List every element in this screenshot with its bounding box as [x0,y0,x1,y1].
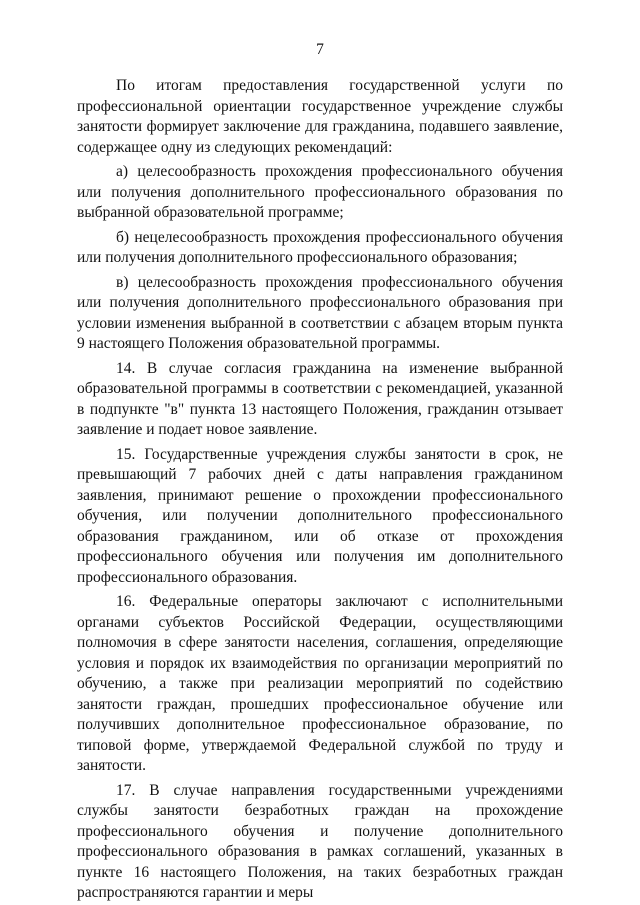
paragraph-option-b: б) нецелесообразность прохождения профессионального обучения или получения дополнительного профессионального образования; [77,228,563,266]
paragraph-14: 14. В случае согласия гражданина на изменение выбранной образовательной программы в соответствии с рекомендацией, указанной в подпункте "в" пункта 13 настоящего Положения, гражданин отзывает заявление и подает новое заявление. [77,359,563,438]
paragraph-intro: По итогам предоставления государственной услуги по профессиональной ориентации государственное учреждение службы занятости формирует заключение для гражданина, подавшего заявление, содержащее одну из следующих рекомендаций: [77,77,563,156]
paragraph-16: 16. Федеральные операторы заключают с исполнительными органами субъектов Российской Федерации, осуществляющими полномочия в сфере занятости населения, соглашения, определяющие условия и порядок их взаимодействия по организации мероприятий по обучению, а также при реализации мероприятий по содействию занятости граждан, прошедших профессиональное обучение или получивших дополнительное профессиональное образование, по типовой форме, утверждаемой Федеральной службой по труду и занятости. [77,593,563,774]
paragraph-option-a: а) целесообразность прохождения профессионального обучения или получения дополнительного профессионального образования по выбранной образовательной программе; [77,163,563,221]
document-body [77,76,563,904]
page-number: 7 [316,41,324,58]
paragraph-option-c: в) целесообразность прохождения профессионального обучения или получения дополнительного профессионального образования при условии изменения выбранной в соответствии с абзацем вторым пункта 9 настоящего Положения образовательной программы. [77,273,563,352]
paragraph-17: 17. В случае направления государственными учреждениями службы занятости безработных граждан на прохождение профессионального обучения и получение дополнительного профессионального образования в рамках соглашений, указанных в пункте 16 настоящего Положения, на таких безработных граждан распространяются гарантии и меры [77,781,563,901]
paragraph-15: 15. Государственные учреждения службы занятости в срок, не превышающий 7 рабочих дней с даты направления гражданином заявления, принимают решение о прохождении профессионального обучения, или получении дополнительного профессионального образования гражданином, или об отказе от прохождения профессионального обучения или получения им дополнительного профессионального образования. [77,445,563,586]
